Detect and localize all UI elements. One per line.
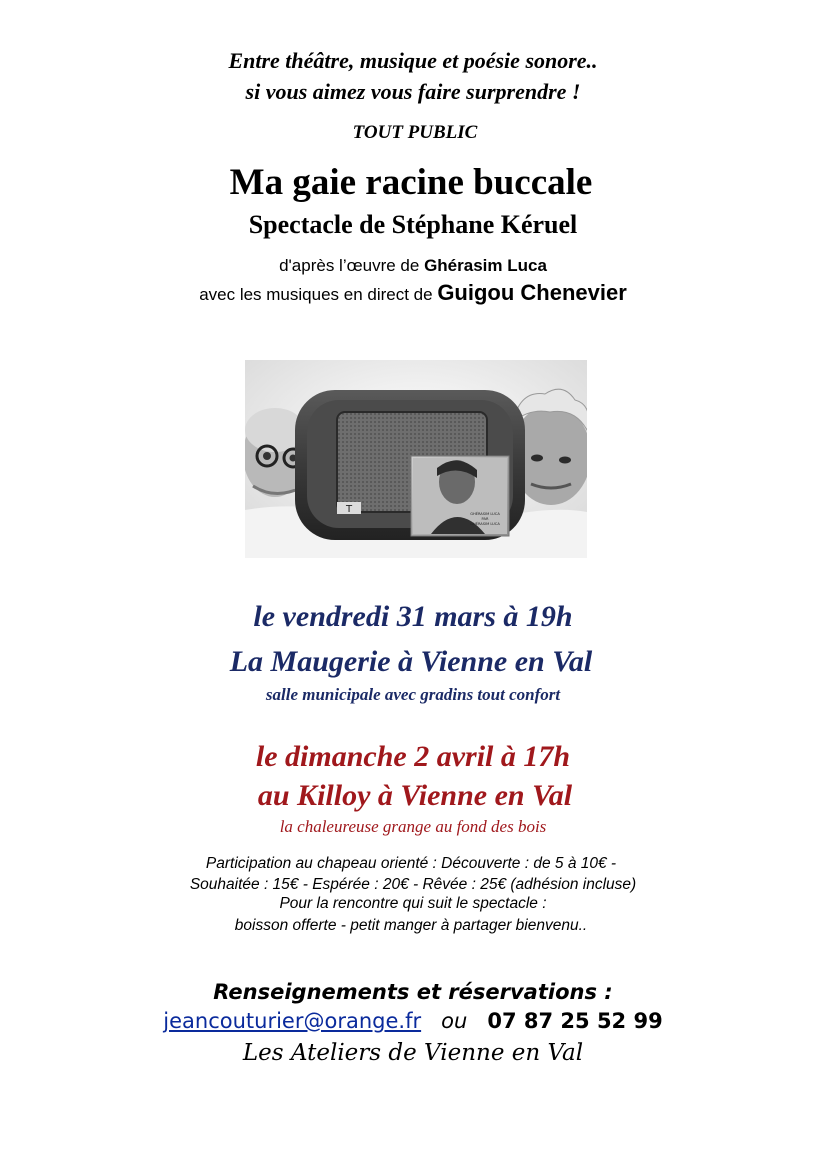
contact-separator-text: ou <box>441 1009 468 1033</box>
cd-text-1: GHÉRASIM LUCA <box>470 512 500 516</box>
show-photo <box>245 360 587 558</box>
contact-separator <box>421 1009 487 1033</box>
contact-heading: Renseignements et réservations : <box>213 980 613 1004</box>
music-credit-prefix: avec les musiques en direct de <box>199 285 438 304</box>
contact-line <box>0 1009 826 1033</box>
pricing-line-2: Souhaitée : 15€ - Espérée : 20€ - Rêvée : 25€ (adhésion incluse) <box>189 876 637 893</box>
radio-photo-illustration <box>245 360 587 558</box>
show-subtitle: Spectacle de Stéphane Kéruel <box>248 210 578 239</box>
organizer-name: Les Ateliers de Vienne en Val <box>242 1040 584 1066</box>
event2-place: au Killoy à Vienne en Val <box>257 779 573 812</box>
intro-line-1: Entre théâtre, musique et poésie sonore.. <box>228 48 598 73</box>
author-name: Ghérasim Luca <box>424 256 547 275</box>
cd-text-2: PAR <box>481 517 489 521</box>
music-credit <box>0 280 826 306</box>
audience-label: TOUT PUBLIC <box>352 122 478 143</box>
event2-note: la chaleureuse grange au fond des bois <box>279 817 547 836</box>
event1-place: La Maugerie à Vienne en Val <box>229 645 593 678</box>
pricing-line-3: Pour la rencontre qui suit le spectacle : <box>279 895 547 912</box>
musician-name: Guigou Chenevier <box>437 280 627 305</box>
author-credit-prefix: d'après l’œuvre de <box>279 256 425 275</box>
email-link[interactable]: jeancouturier@orange.fr <box>163 1009 422 1033</box>
pricing-line-4: boisson offerte - petit manger à partager bienvenu.. <box>234 917 588 934</box>
event1-note: salle municipale avec gradins tout confort <box>265 685 561 704</box>
phone-number[interactable]: 07 87 25 52 99 <box>487 1009 663 1033</box>
intro-line-2: si vous aimez vous faire surprendre ! <box>245 79 581 104</box>
cd-cover <box>411 456 509 536</box>
pricing-line-1: Participation au chapeau orienté : Découverte : de 5 à 10€ - <box>205 855 617 872</box>
show-title: Ma gaie racine buccale <box>229 162 593 203</box>
svg-text:T: T <box>345 504 353 515</box>
cd-text-3: GHÉRASIM LUCA <box>470 522 500 526</box>
event1-date: le vendredi 31 mars à 19h <box>253 600 573 633</box>
author-credit <box>0 256 826 276</box>
event2-date: le dimanche 2 avril à 17h <box>255 740 571 773</box>
